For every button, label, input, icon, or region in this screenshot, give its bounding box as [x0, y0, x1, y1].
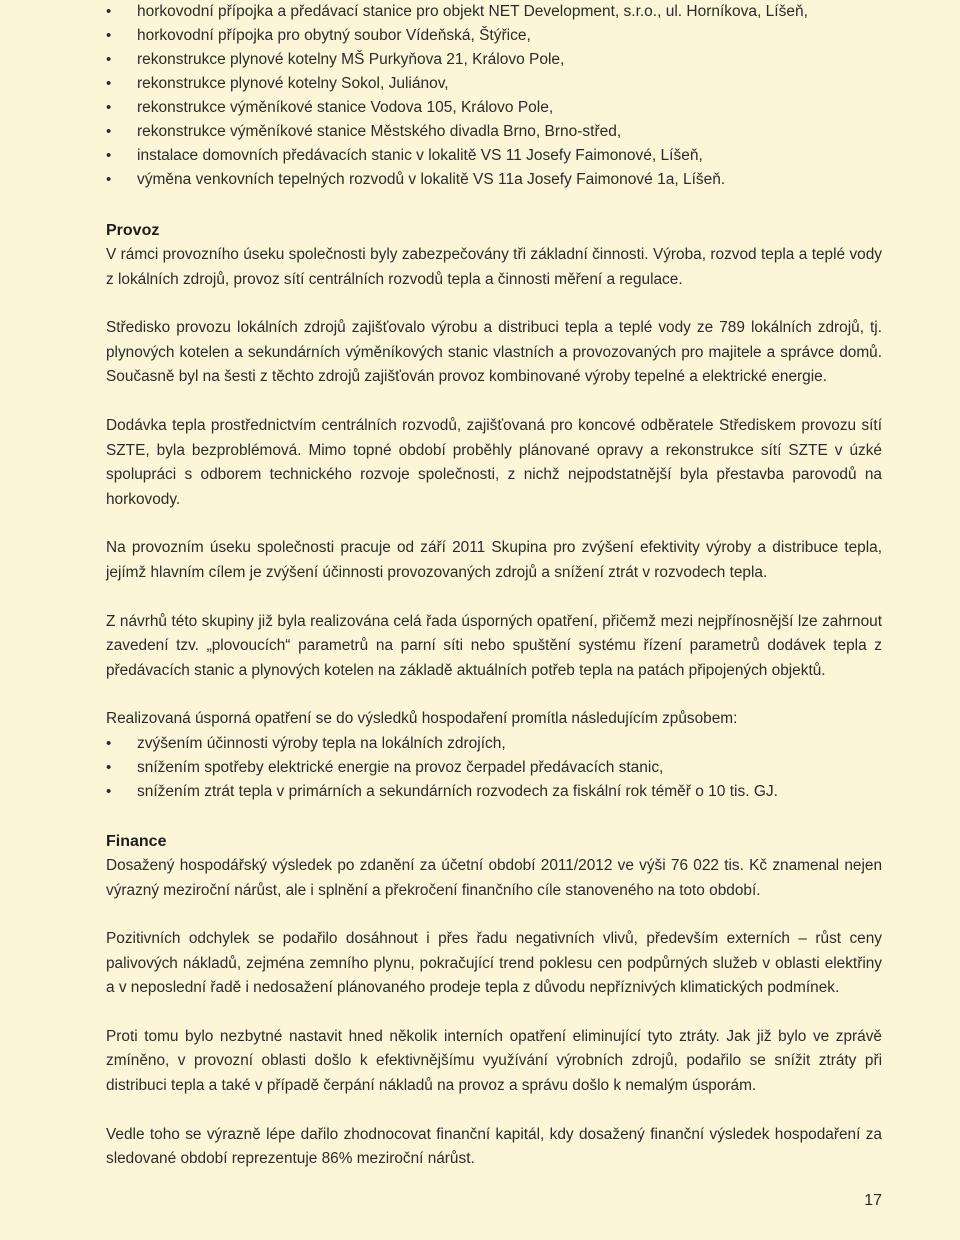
list-item: • instalace domovních předávacích stanic v lokalitě VS 11 Josefy Faimonové, Líšeň, [106, 144, 882, 168]
list-item: • výměna venkovních tepelných rozvodů v lokalitě VS 11a Josefy Faimonové 1a, Líšeň. [106, 168, 882, 192]
provoz-paragraph-2: Středisko provozu lokálních zdrojů zajišťovalo výrobu a distribuci tepla a teplé vody ze 789 lokálních zdrojů, tj. plynových kotelen a sekundárních výměníkových stanic vlastních a provozovaných pro majitele a správce domů. Současně byl na šesti z těchto zdrojů zajišťován provoz kombinované výroby tepelné a elektrické energie. [106, 319, 882, 386]
list-item: • rekonstrukce plynové kotelny Sokol, Juliánov, [106, 72, 882, 96]
list-item: • rekonstrukce plynové kotelny MŠ Purkyňova 21, Královo Pole, [106, 48, 882, 72]
provoz-paragraph-6: Realizovaná úsporná opatření se do výsledků hospodaření promítla následujícím způsobem: [106, 710, 738, 728]
savings-list [106, 732, 882, 804]
finance-heading: Finance [106, 832, 167, 850]
list-item: • horkovodní přípojka a předávací stanice pro objekt NET Development, s.r.o., ul. Horníkova, Líšeň, [106, 0, 882, 24]
finance-paragraph-4: Vedle toho se výrazně lépe dařilo zhodnocovat finanční kapitál, kdy dosažený finanční výsledek hospodaření za sledované období reprezentuje 86% meziroční nárůst. [106, 1125, 882, 1168]
provoz-paragraph-4: Na provozním úseku společnosti pracuje od září 2011 Skupina pro zvýšení efektivity výroby a distribuce tepla, jejímž hlavním cílem je zvýšení účinnosti provozovaných zdrojů a snížení ztrát v rozvodech tepla. [106, 539, 882, 581]
list-item: • rekonstrukce výměníkové stanice Městského divadla Brno, Brno-střed, [106, 120, 882, 144]
list-item: • snížením ztrát tepla v primárních a sekundárních rozvodech za fiskální rok téměř o 10 tis. GJ. [106, 780, 882, 804]
page-number: 17 [864, 1192, 882, 1209]
list-item: • rekonstrukce výměníkové stanice Vodova 105, Královo Pole, [106, 96, 882, 120]
list-item: • horkovodní přípojka pro obytný soubor Vídeňská, Štýřice, [106, 24, 882, 48]
finance-paragraph-2: Pozitivních odchylek se podařilo dosáhnout i přes řadu negativních vlivů, především externích – růst ceny palivových nákladů, zejména zemního plynu, pokračující trend poklesu cen podpůrných služeb v oblasti elektřiny a v neposlední řadě i nedosažení plánovaného prodeje tepla z důvodu nepříznivých klimatických podmínek. [106, 930, 882, 997]
finance-paragraph-1: Dosažený hospodářský výsledek po zdanění za účetní období 2011/2012 ve výši 76 022 tis. Kč znamenal nejen výrazný meziroční nárůst, ale i splnění a překročení finančního cíle stanoveného na toto období. [106, 856, 882, 899]
provoz-paragraph-3: Dodávka tepla prostřednictvím centrálních rozvodů, zajišťovaná pro koncové odběratele Střediskem provozu sítí SZTE, byla bezproblémová. Mimo topné období proběhly plánované opravy a rekonstrukce sítí SZTE v úzké spolupráci s odborem technického rozvoje společnosti, z nichž nejpodstatnější byla přestavba parovodů na horkovody. [106, 416, 882, 508]
page-content [106, 0, 882, 1172]
provoz-heading: Provoz [106, 222, 160, 239]
provoz-paragraph-5: Z návrhů této skupiny již byla realizována celá řada úsporných opatření, přičemž mezi nejpřínosnější lze zahrnout zavedení tzv. „plovoucích“ parametrů na parní síti nebo spuštění systému řízení parametrů dodávek tepla z předávacích stanic a plynových kotelen na základě aktuálních potřeb tepla na patách připojených objektů. [106, 612, 882, 679]
list-item: • zvýšením účinnosti výroby tepla na lokálních zdrojích, [106, 732, 882, 756]
project-list [106, 0, 882, 192]
list-item: • snížením spotřeby elektrické energie na provoz čerpadel předávacích stanic, [106, 756, 882, 780]
finance-paragraph-3: Proti tomu bylo nezbytné nastavit hned několik interních opatření eliminující tyto ztráty. Jak již bylo ve zprávě zmíněno, v provozní oblasti došlo k efektivnějšímu využívání výrobních zdrojů, podařilo se snížit ztráty při distribuci tepla a také v případě čerpání nákladů na provoz a správu došlo k nemalým úsporám. [106, 1027, 882, 1095]
provoz-paragraph-1: V rámci provozního úseku společnosti byly zabezpečovány tři základní činnosti. Výroba, rozvod tepla a teplé vody z lokálních zdrojů, provoz sítí centrálních rozvodů tepla a činnosti měření a regulace. [106, 246, 882, 288]
